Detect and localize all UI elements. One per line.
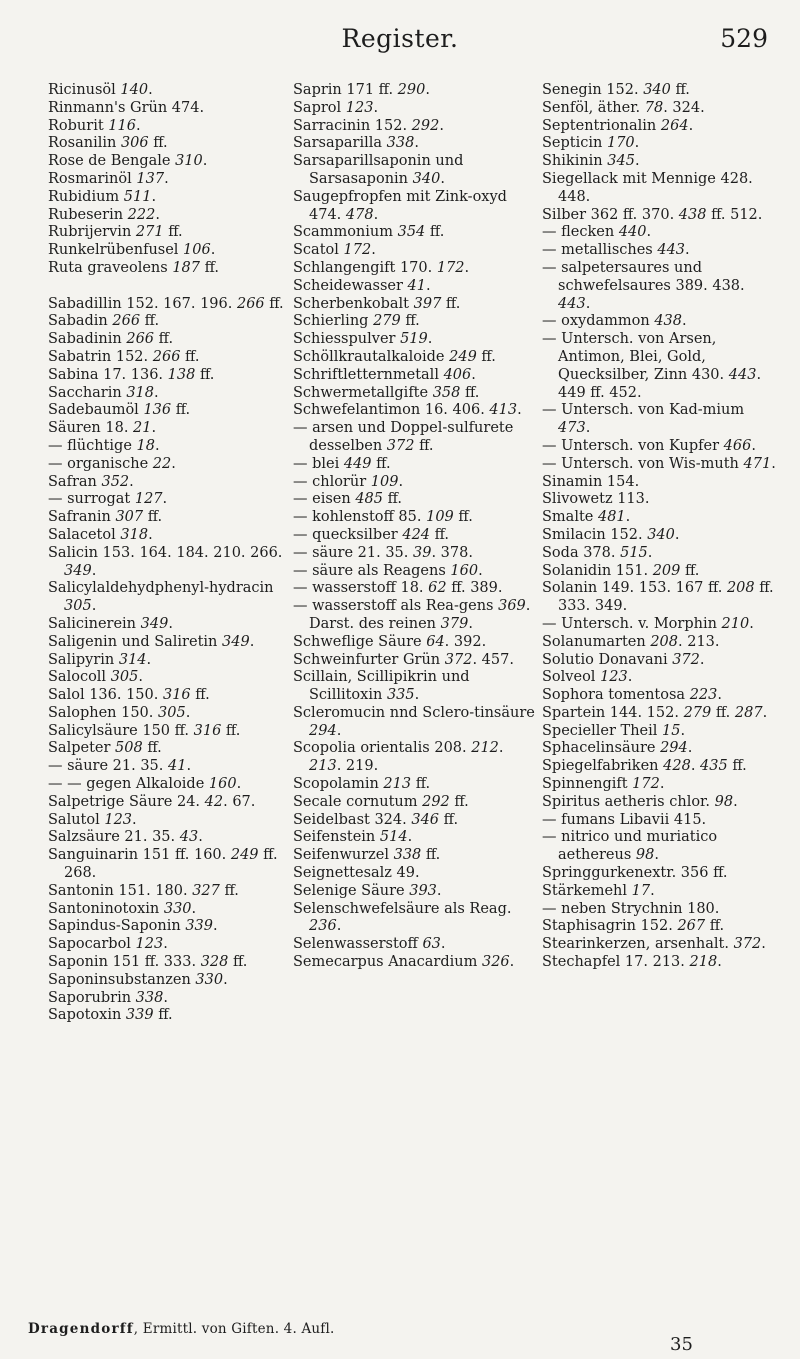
index-entry: Santoninotoxin 330. — [48, 900, 197, 917]
index-entry: Schweinfurter Grün 372. 457. — [293, 651, 514, 668]
index-entry: Sanguinarin 151 ff. 160. 249 ff. 268. — [48, 847, 278, 882]
index-entry: — Untersch. von Kad-mium 473. — [542, 402, 745, 437]
index-entry: Stärkemehl 17. — [542, 882, 655, 899]
index-entry: Rosanilin 306 ff. — [48, 135, 168, 152]
index-entry: — salpetersaures und schwefelsaures 389. 438. 443. — [542, 259, 745, 312]
index-entry: Selenwasserstoff 63. — [293, 936, 446, 953]
index-entry: Sarracinin 152. 292. — [293, 117, 444, 134]
index-entry: Sapocarbol 123. — [48, 936, 168, 953]
index-entry: Solanumarten 208. 213. — [542, 633, 720, 650]
index-entry: Silber 362 ff. 370. 438 ff. 512. — [542, 206, 763, 223]
index-entry: Smilacin 152. 340. — [542, 526, 680, 543]
index-entry: Salicinerein 349. — [48, 615, 173, 632]
index-entry: Specieller Theil 15. — [542, 722, 686, 739]
index-entry: Sphacelinsäure 294. — [542, 740, 693, 757]
index-entry: Staphisagrin 152. 267 ff. — [542, 918, 725, 935]
index-entry: — blei 449 ff. — [293, 455, 391, 472]
index-column-1 — [48, 82, 288, 1282]
index-entry: Sabina 17. 136. 138 ff. — [48, 366, 215, 383]
index-entry: Scammonium 354 ff. — [293, 224, 445, 241]
index-entry: Säuren 18. 21. — [48, 420, 157, 437]
index-entry: Saponin 151 ff. 333. 328 ff. — [48, 954, 248, 971]
index-columns — [48, 82, 778, 1282]
index-entry: — säure als Reagens 160. — [293, 562, 483, 579]
index-entry: Ruta graveolens 187 ff. — [48, 259, 220, 276]
index-entry: Salicylsäure 150 ff. 316 ff. — [48, 722, 241, 739]
index-entry: — Untersch. v. Morphin 210. — [542, 615, 754, 632]
index-entry: Scopolia orientalis 208. 212. 213. 219. — [293, 740, 504, 775]
index-entry: Salol 136. 150. 316 ff. — [48, 687, 210, 704]
index-entry: Sabadin 266 ff. — [48, 313, 160, 330]
index-entry: Rose de Bengale 310. — [48, 153, 208, 170]
index-entry: Salocoll 305. — [48, 669, 143, 686]
index-entry: Solanin 149. 153. 167 ff. 208 ff. 333. 349. — [542, 580, 774, 615]
index-entry: Salzsäure 21. 35. 43. — [48, 829, 203, 846]
index-entry: Salicin 153. 164. 184. 210. 266. 349. — [48, 544, 283, 579]
index-entry: — flüchtige 18. — [48, 437, 160, 454]
index-entry: Spiritus aetheris chlor. 98. — [542, 793, 738, 810]
index-entry: — metallisches 443. — [542, 242, 690, 259]
index-entry: Scillain, Scillipikrin und Scillitoxin 335. — [293, 669, 470, 704]
index-entry: Sarsaparillsaponin und Sarsasaponin 340. — [293, 153, 464, 187]
index-entry: Seifenstein 514. — [293, 829, 413, 846]
index-entry: Saligenin und Saliretin 349. — [48, 633, 255, 650]
index-entry: — säure 21. 35. 41. — [48, 758, 192, 775]
index-entry: Seidelbast 324. 346 ff. — [293, 811, 459, 828]
index-entry: — quecksilber 424 ff. — [293, 526, 450, 543]
running-title: Register. — [341, 24, 459, 53]
index-entry: Salipyrin 314. — [48, 651, 152, 668]
index-entry: Rubidium 511. — [48, 188, 157, 205]
index-entry: Stechapfel 17. 213. 218. — [542, 954, 722, 971]
index-entry: — kohlenstoff 85. 109 ff. — [293, 509, 473, 526]
index-entry: Seignettesalz 49. — [293, 865, 420, 882]
index-entry: Rubeserin 222. — [48, 206, 160, 223]
index-entry: Stearinkerzen, arsenhalt. 372. — [542, 936, 766, 953]
footer-author: Dragendorff — [28, 1321, 134, 1337]
index-entry: Ricinusöl 140. — [48, 82, 153, 98]
index-entry: Saccharin 318. — [48, 384, 159, 401]
index-entry: — neben Strychnin 180. — [542, 900, 720, 917]
index-entry: Sabatrin 152. 266 ff. — [48, 348, 200, 365]
index-entry: Senföl, äther. 78. 324. — [542, 99, 705, 116]
index-entry: Scleromucin nnd Sclero-tinsäure 294. — [293, 704, 535, 739]
index-entry: Schlangengift 170. 172. — [293, 259, 470, 276]
page-header — [0, 24, 800, 60]
index-entry: Salicylaldehydphenyl-hydracin 305. — [48, 580, 274, 615]
index-entry: Slivowetz 113. — [542, 491, 650, 508]
index-entry: Spartein 144. 152. 279 ff. 287. — [542, 704, 768, 721]
index-entry: Schöllkrautalkaloide 249 ff. — [293, 348, 496, 365]
index-entry: Salacetol 318. — [48, 526, 153, 543]
index-entry: Scatol 172. — [293, 242, 376, 259]
index-entry: — wasserstoff als Rea-gens 369. Darst. des reinen 379. — [293, 598, 531, 632]
index-entry: — Untersch. von Wis-muth 471. — [542, 455, 776, 472]
index-entry: — säure 21. 35. 39. 378. — [293, 544, 473, 561]
index-column-2 — [293, 82, 537, 1282]
index-entry: — flecken 440. — [542, 224, 652, 241]
index-entry: Salutol 123. — [48, 811, 137, 828]
index-entry: Saprol 123. — [293, 99, 379, 116]
index-entry: Schriftletternmetall 406. — [293, 366, 476, 383]
index-entry: Spiegelfabriken 428. 435 ff. — [542, 758, 747, 775]
index-entry: Saporubrin 338. — [48, 989, 168, 1006]
index-entry: Sarsaparilla 338. — [293, 135, 419, 152]
index-entry: Sadebaumöl 136 ff. — [48, 402, 191, 419]
index-entry: Septentrionalin 264. — [542, 117, 694, 134]
index-entry: — chlorür 109. — [293, 473, 404, 490]
index-entry: — nitrico und muriatico aethereus 98. — [542, 829, 718, 864]
index-entry: — — gegen Alkaloide 160. — [48, 776, 242, 793]
index-entry: — Untersch. von Kupfer 466. — [542, 437, 756, 454]
index-entry: Sabadillin 152. 167. 196. 266 ff. — [48, 295, 284, 312]
index-entry: Safran 352. — [48, 473, 134, 490]
index-entry: Senegin 152. 340 ff. — [542, 82, 690, 98]
index-entry: — arsen und Doppel-sulfurete desselben 372 ff. — [293, 420, 514, 454]
index-entry: Safranin 307 ff. — [48, 509, 163, 526]
index-entry: Solveol 123. — [542, 669, 633, 686]
index-entry: Schiesspulver 519. — [293, 331, 433, 348]
index-entry: Salophen 150. 305. — [48, 704, 191, 721]
index-entry: — organische 22. — [48, 455, 176, 472]
index-entry: Solanidin 151. 209 ff. — [542, 562, 700, 579]
index-entry: Shikinin 345. — [542, 153, 640, 170]
index-entry: Schierling 279 ff. — [293, 313, 420, 330]
index-entry: Sapindus-Saponin 339. — [48, 918, 218, 935]
index-entry: Salpetrige Säure 24. 42. 67. — [48, 793, 256, 810]
index-entry: Roburit 116. — [48, 117, 141, 134]
index-entry: Saprin 171 ff. 290. — [293, 82, 430, 98]
index-entry: Springgurkenextr. 356 ff. — [542, 865, 728, 882]
index-entry: — fumans Libavii 415. — [542, 811, 707, 828]
index-entry: — eisen 485 ff. — [293, 491, 403, 508]
index-column-3 — [542, 82, 778, 1282]
index-entry: Semecarpus Anacardium 326. — [293, 954, 515, 971]
index-entry: Salpeter 508 ff. — [48, 740, 162, 757]
index-entry: — surrogat 127. — [48, 491, 168, 508]
index-entry: Solutio Donavani 372. — [542, 651, 705, 668]
index-entry: Scherbenkobalt 397 ff. — [293, 295, 461, 312]
index-entry: Rosmarinöl 137. — [48, 170, 169, 187]
index-entry: Septicin 170. — [542, 135, 640, 152]
index-entry: Sophora tomentosa 223. — [542, 687, 722, 704]
index-entry: Schweflige Säure 64. 392. — [293, 633, 487, 650]
signature-mark: 35 — [670, 1334, 693, 1355]
index-entry: Rinmann's Grün 474. — [48, 99, 205, 116]
footer-credit — [28, 1321, 335, 1337]
index-entry: Smalte 481. — [542, 509, 631, 526]
index-entry: Sinamin 154. — [542, 473, 640, 490]
index-entry: Sapotoxin 339 ff. — [48, 1007, 173, 1024]
index-entry: — oxydammon 438. — [542, 313, 687, 330]
page-number: 529 — [720, 24, 768, 53]
index-entry: Runkelrübenfusel 106. — [48, 242, 216, 259]
index-entry: — wasserstoff 18. 62 ff. 389. — [293, 580, 503, 597]
index-entry: Soda 378. 515. — [542, 544, 653, 561]
index-entry: Selenige Säure 393. — [293, 882, 442, 899]
index-entry: Selenschwefelsäure als Reag. 236. — [293, 900, 512, 935]
index-entry: Seifenwurzel 338 ff. — [293, 847, 441, 864]
index-entry: Schwermetallgifte 358 ff. — [293, 384, 480, 401]
index-entry: Spinnengift 172. — [542, 776, 665, 793]
index-entry: Secale cornutum 292 ff. — [293, 793, 469, 810]
index-entry: Saponinsubstanzen 330. — [48, 971, 228, 988]
index-entry: Rubrijervin 271 ff. — [48, 224, 183, 241]
index-entry: Scopolamin 213 ff. — [293, 776, 431, 793]
index-entry: Santonin 151. 180. 327 ff. — [48, 882, 239, 899]
index-entry: Saugepfropfen mit Zink-oxyd 474. 478. — [293, 188, 507, 223]
index-entry: — Untersch. von Arsen, Antimon, Blei, Gold, Quecksilber, Zinn 430. 443. 449 ff. 452. — [542, 331, 762, 401]
index-entry: Schwefelantimon 16. 406. 413. — [293, 402, 522, 419]
footer-title: , Ermittl. von Giften. 4. Aufl. — [133, 1321, 335, 1337]
index-entry: Sabadinin 266 ff. — [48, 331, 174, 348]
index-entry: Siegellack mit Mennige 428. 448. — [542, 170, 753, 205]
index-entry: Scheidewasser 41. — [293, 277, 431, 294]
